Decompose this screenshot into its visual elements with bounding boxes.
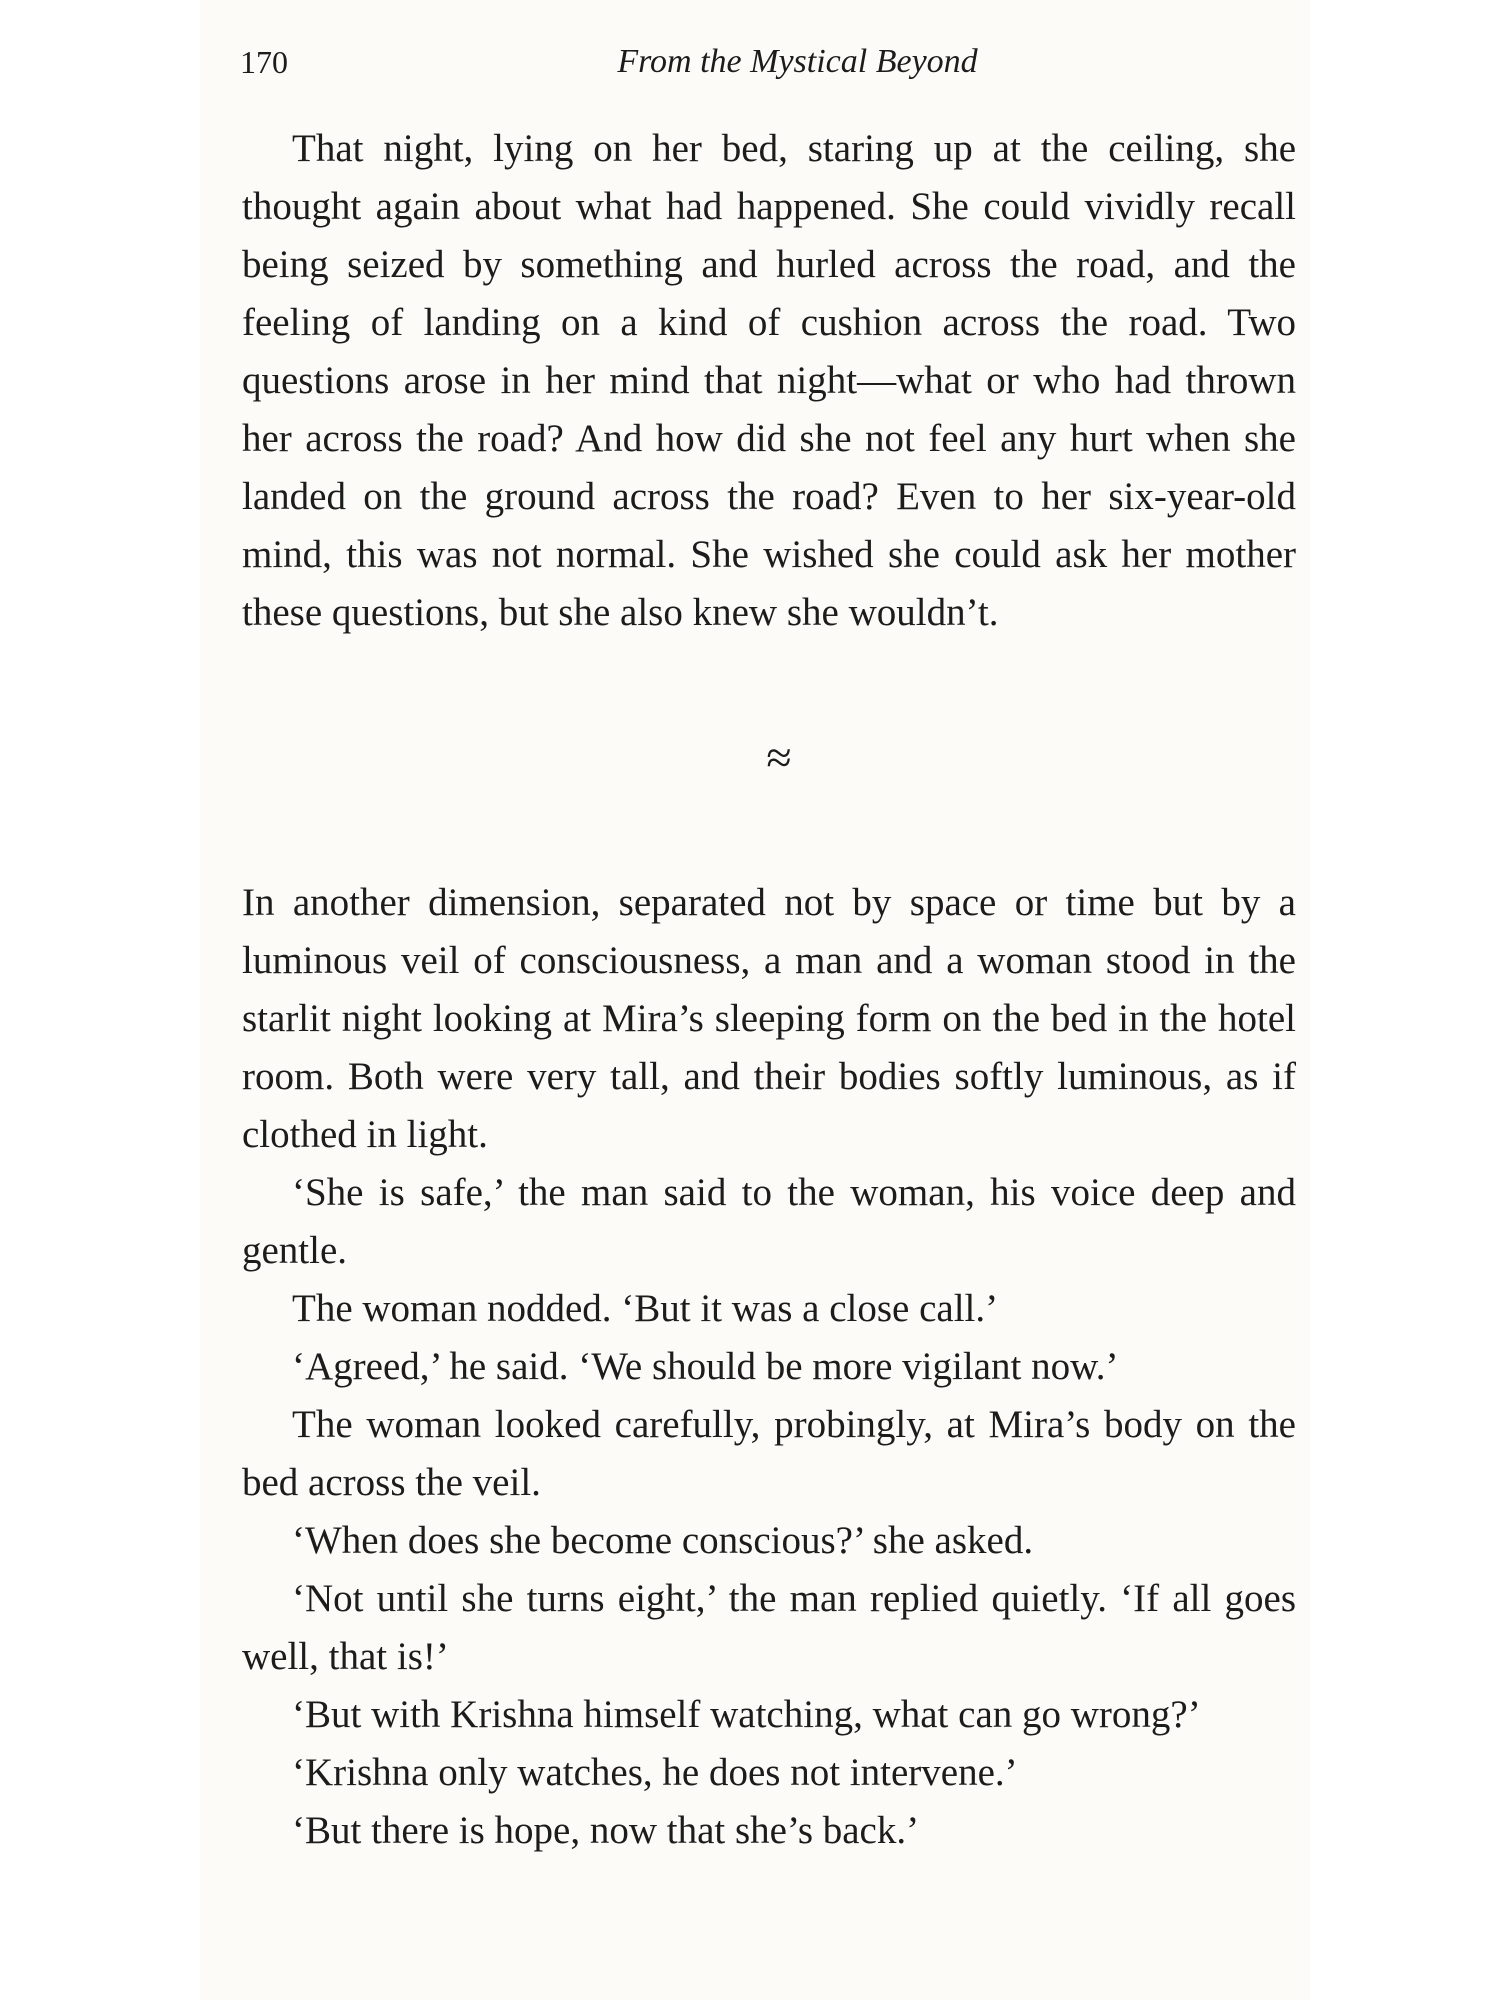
section-break-ornament: ≈ [766,732,792,783]
running-title: From the Mystical Beyond [617,43,978,80]
running-header [240,42,1295,92]
paragraph: ‘When does she become conscious?’ she asked. [292,1519,1034,1562]
paragraph: ‘But with Krishna himself watching, what can go wrong?’ [292,1693,1201,1736]
paragraph: ‘Agreed,’ he said. ‘We should be more vigilant now.’ [292,1345,1119,1388]
body-text [242,120,1296,1860]
paragraph: That night, lying on her bed, staring up at the ceiling, she thought again about what had happened. She could vividly recall being seized by something and hurled across the road, and the feeling of landing on a kind of cushion across the road. Two questions arose in her mind that night—what or who had thrown her across the road? And how did she not feel any hurt when she landed on the ground across the road? Even to her six-year-old mind, this was not normal. She wished she could ask her mother these questions, but she also knew she wouldn’t. [242,127,1296,634]
paragraph: The woman nodded. ‘But it was a close call.’ [292,1287,999,1330]
paragraph: ‘She is safe,’ the man said to the woman, his voice deep and gentle. [242,1171,1296,1272]
paragraph: ‘Not until she turns eight,’ the man replied quietly. ‘If all goes well, that is!’ [242,1577,1296,1678]
paragraph: ‘But there is hope, now that she’s back.’ [292,1809,920,1852]
page-number: 170 [240,44,288,80]
paragraph: ‘Krishna only watches, he does not intervene.’ [292,1751,1018,1794]
paragraph: The woman looked carefully, probingly, at Mira’s body on the bed across the veil. [242,1403,1296,1504]
paragraph: In another dimension, separated not by space or time but by a luminous veil of consciousness, a man and a woman stood in the starlit night looking at Mira’s sleeping form on the bed in the hotel room. Both were very tall, and their bodies softly luminous, as if clothed in light. [242,881,1296,1156]
page-margin-right [1310,0,1500,2000]
